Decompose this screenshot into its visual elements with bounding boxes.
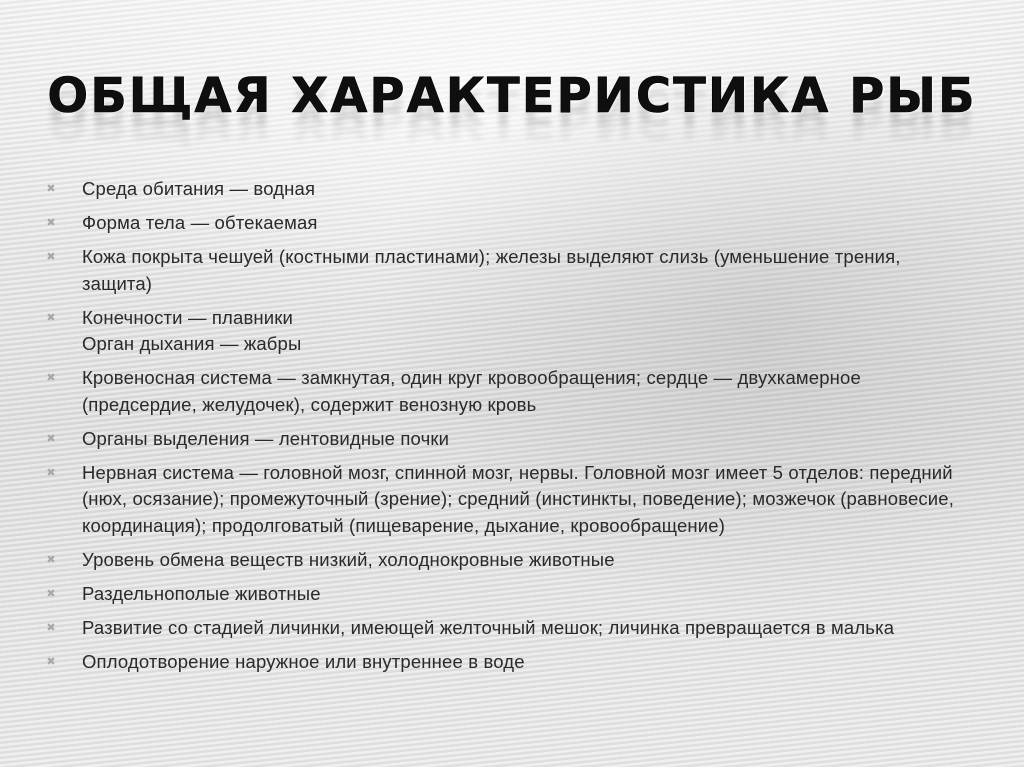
bullet-text: Кровеносная система — замкнутая, один круг кровообращения; сердце — двухкамерное (предсердие, желудочек), содержит венозную кровь — [82, 367, 861, 415]
bullet-text: Среда обитания — водная — [82, 178, 316, 199]
list-item — [44, 615, 974, 642]
bullet-text: Органы выделения — лентовидные почки — [82, 427, 450, 449]
x-mark-icon: ✖ — [46, 587, 56, 600]
x-mark-icon: ✖ — [46, 251, 56, 263]
bullet-list — [44, 176, 974, 675]
list-item — [44, 581, 974, 608]
list-item — [44, 547, 974, 574]
x-mark-icon: ✖ — [46, 311, 56, 324]
slide-content — [44, 176, 974, 683]
list-item — [44, 365, 974, 418]
list-item — [44, 244, 974, 297]
bullet-text: Уровень обмена веществ низкий, холоднокровные животные — [82, 548, 615, 570]
x-mark-icon: ✖ — [46, 655, 56, 668]
bullet-text: Развитие со стадией личинки, имеющей желточный мешок; личинка превращается в малька — [82, 616, 895, 638]
x-mark-icon: ✖ — [46, 183, 56, 195]
list-item — [44, 426, 974, 453]
bullet-text: Раздельнополые животные — [82, 582, 321, 604]
x-mark-icon: ✖ — [46, 372, 56, 384]
list-item — [44, 649, 974, 676]
bullet-text: Оплодотворение наружное или внутреннее в воде — [82, 650, 525, 672]
x-mark-icon: ✖ — [46, 217, 56, 229]
x-mark-icon: ✖ — [46, 466, 56, 479]
x-mark-icon: ✖ — [46, 553, 56, 566]
x-mark-icon: ✖ — [46, 432, 56, 445]
list-item — [44, 460, 974, 540]
bullet-text: Конечности — плавники — [82, 306, 293, 328]
bullet-text: Орган дыхания — жабры — [82, 333, 302, 354]
bullet-text: Нервная система — головной мозг, спинной мозг, нервы. Головной мозг имеет 5 отделов: передний (нюх, осязание); промежуточный (зрение); средний (инстинкты, поведение); мозжечок (равновесие, координация); продолговатый (пищеварение, дыхание, кровообращение) — [82, 461, 955, 536]
bullet-text: Кожа покрыта чешуей (костными пластинами); железы выделяют слизь (уменьшение трения, защита) — [82, 246, 901, 294]
list-item — [44, 176, 974, 203]
x-mark-icon: ✖ — [46, 621, 56, 634]
slide-title: ОБЩАЯ ХАРАКТЕРИСТИКА РЫБ — [47, 68, 977, 124]
list-item — [44, 305, 974, 358]
bullet-text: Форма тела — обтекаемая — [82, 212, 318, 233]
list-item — [44, 210, 974, 237]
